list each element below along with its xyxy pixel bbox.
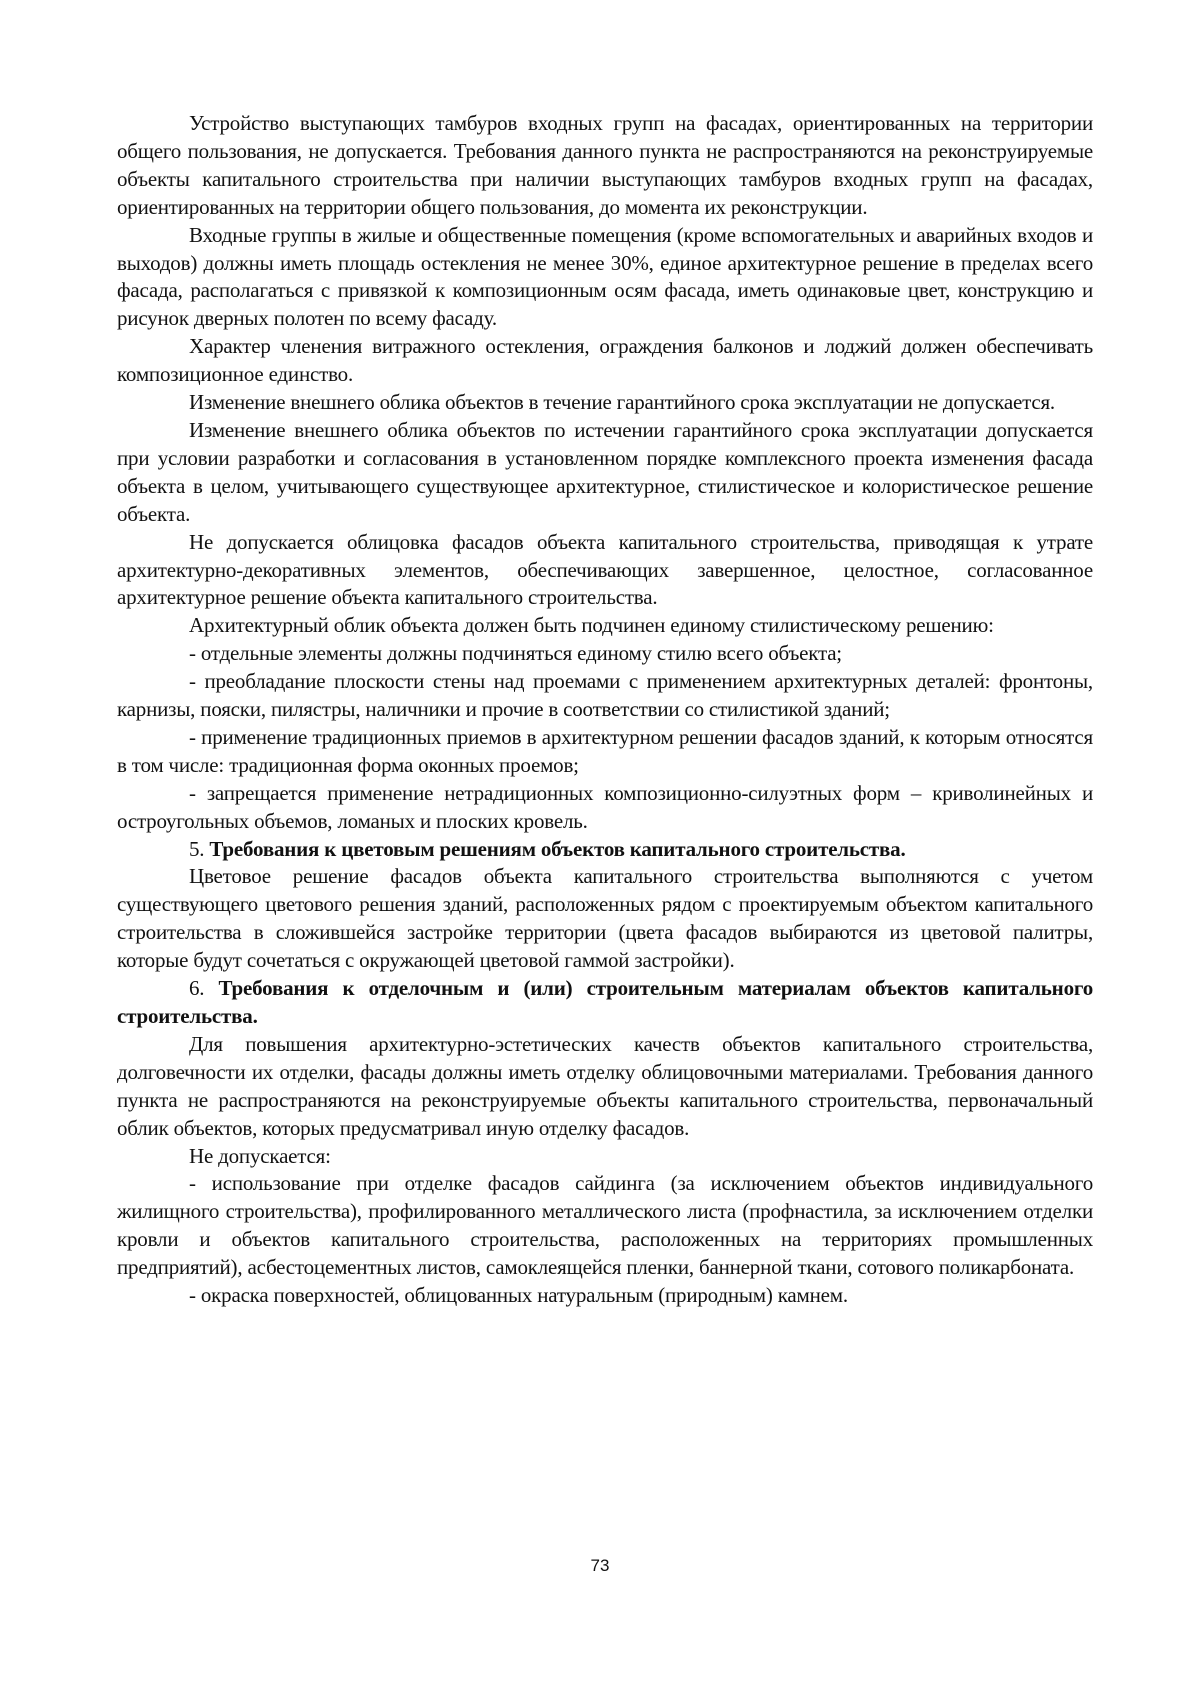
paragraph-cladding-restriction: Не допускается облицовка фасадов объекта капитального строительства, приводящая к утрате архитектурно-декоративных элементов, обеспечивающих завершенное, целостное, согласованное архитектурное решение объекта капитального строительства. (117, 529, 1093, 610)
section-title: Требования к цветовым решениям объектов капитального строительства. (209, 836, 906, 861)
paragraph-not-allowed: Не допускается: (189, 1143, 331, 1168)
paragraph-glazing-division: Характер членения витражного остекления, ограждения балконов и лоджий должен обеспечивать композиционное единство. (117, 334, 1093, 387)
paragraph-color-solution: Цветовое решение фасадов объекта капитального строительства выполняются с учетом существующего цветового решения зданий, расположенных рядом с проектируемым объектом капитального строительства в сложившейся застройке территории (цвета фасадов выбираются из цветовой палитры, которые будут сочетаться с окружающей цветовой гаммой застройки). (117, 864, 1093, 973)
list-item-nontraditional-forms: - запрещается применение нетрадиционных композиционно-силуэтных форм – криволинейных и остроугольных объемов, ломаных и плоских кровель. (117, 780, 1093, 833)
section-title: Требования к отделочным и (или) строительным материалам объектов капитального строительства. (117, 976, 1093, 1028)
page-number: 73 (590, 1556, 610, 1575)
paragraph-facing-materials: Для повышения архитектурно-эстетических качеств объектов капитального строительства, долговечности их отделки, фасады должны иметь отделку облицовочными материалами. Требования данного пункта не распространяются на реконструируемые объекты капитального строительства, первоначальный облик объектов, которых предусматривал иную отделку фасадов. (117, 1031, 1093, 1140)
list-item-wall-predominance: - преобладание плоскости стены над проемами с применением архитектурных деталей: фронтоны, карнизы, пояски, пилястры, наличники и прочие в соответствии со стилистикой зданий; (117, 669, 1093, 722)
paragraph-entrance-groups: Входные группы в жилые и общественные помещения (кроме вспомогательных и аварийных входов и выходов) должны иметь площадь остекления не менее 30%, единое архитектурное решение в пределах всего фасада, располагаться с привязкой к композиционным осям фасада, иметь одинаковые цвет, конструкцию и рисунок дверных полотен по всему фасаду. (117, 222, 1093, 331)
paragraph-entrance-vestibules: Устройство выступающих тамбуров входных групп на фасадах, ориентированных на территории общего пользования, не допускается. Требования данного пункта не распространяются на реконструируемые объекты капитального строительства при наличии выступающих тамбуров входных групп на фасадах, ориентированных на территории общего пользования, до момента их реконструкции. (117, 111, 1093, 219)
list-item-traditional-techniques: - применение традиционных приемов в архитектурном решении фасадов зданий, к которым относятся в том числе: традиционная форма оконных проемов; (117, 724, 1093, 777)
paragraph-architectural-style: Архитектурный облик объекта должен быть подчинен единому стилистическому решению: (189, 613, 994, 638)
list-item-siding: - использование при отделке фасадов сайдинга (за исключением объектов индивидуального жилищного строительства), профилированного металлического листа (профнастила, за исключением отделки кровли и объектов капитального строительства, расположенных на территориях промышленных предприятий), асбестоцементных листов, самоклеящейся пленки, баннерной ткани, сотового поликарбоната. (117, 1171, 1093, 1280)
paragraph-appearance-warranty: Изменение внешнего облика объектов в течение гарантийного срока эксплуатации не допускается. (189, 390, 1055, 415)
section-number: 5. (189, 836, 210, 861)
section-heading-materials (117, 975, 1093, 1031)
list-item-style-elements: - отдельные элементы должны подчиняться единому стилю всего объекта; (189, 641, 842, 666)
section-number: 6. (189, 976, 219, 1001)
section-heading-color (117, 836, 1093, 864)
document-page (117, 110, 1093, 1310)
paragraph-appearance-after-warranty: Изменение внешнего облика объектов по истечении гарантийного срока эксплуатации допускается при условии разработки и согласования в установленном порядке комплексного проекта изменения фасада объекта в целом, учитывающего существующее архитектурное, стилистическое и колористическое решение объекта. (117, 417, 1093, 526)
list-item-stone-painting: - окраска поверхностей, облицованных натуральным (природным) камнем. (189, 1283, 848, 1308)
